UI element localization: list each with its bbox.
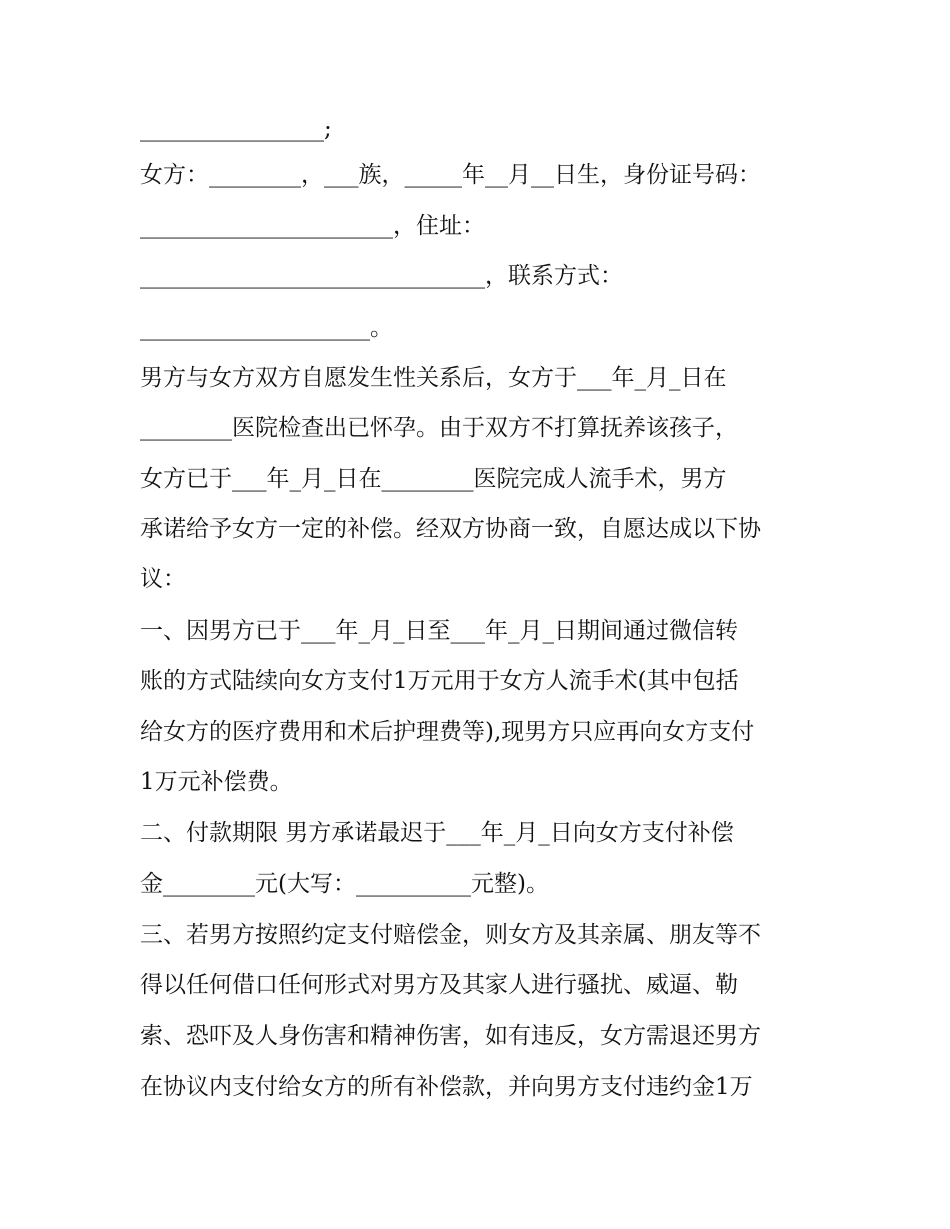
text-line: ________________;	[140, 116, 332, 142]
text-line: 给女方的医疗费用和术后护理费等),现男方只应再向女方支付	[140, 719, 755, 745]
text-line: 金________元(大写：__________元整)。	[140, 871, 549, 897]
text-line: 一、因男方已于___年_月_日至___年_月_日期间通过微信转	[140, 618, 738, 644]
text-line: 女方：________，___族，_____年__月__日生，身份证号码：	[140, 162, 761, 188]
text-line: 索、恐吓及人身伤害和精神伤害，如有违反，女方需退还男方	[140, 1023, 761, 1049]
text-line: 在协议内支付给女方的所有补偿款，并向男方支付违约金1万	[140, 1074, 753, 1100]
text-line: 二、付款期限 男方承诺最迟于___年_月_日向女方支付补偿	[140, 820, 734, 846]
text-line: 账的方式陆续向女方支付1万元用于女方人流手术(其中包括	[140, 668, 739, 694]
text-line: 女方已于___年_月_日在________医院完成人流手术，男方	[140, 466, 727, 492]
text-line: 得以任何借口任何形式对男方及其家人进行骚扰、威逼、勒	[140, 972, 738, 998]
text-line: 议：	[140, 566, 186, 592]
text-line: ________医院检查出已怀孕。由于双方不打算抚养该孩子，	[140, 415, 738, 441]
text-line: 承诺给予女方一定的补偿。经双方协商一致，自愿达成以下协	[140, 516, 761, 542]
text-line: ______________________________，联系方式：	[140, 263, 623, 289]
text-line: ____________________。	[140, 315, 393, 341]
text-line: 1万元补偿费。	[140, 769, 293, 795]
text-line: 三、若男方按照约定支付赔偿金，则女方及其亲属、朋友等不	[140, 922, 761, 948]
text-line: ______________________，住址：	[140, 213, 485, 239]
text-line: 男方与女方双方自愿发生性关系后，女方于___年_月_日在	[140, 365, 727, 391]
